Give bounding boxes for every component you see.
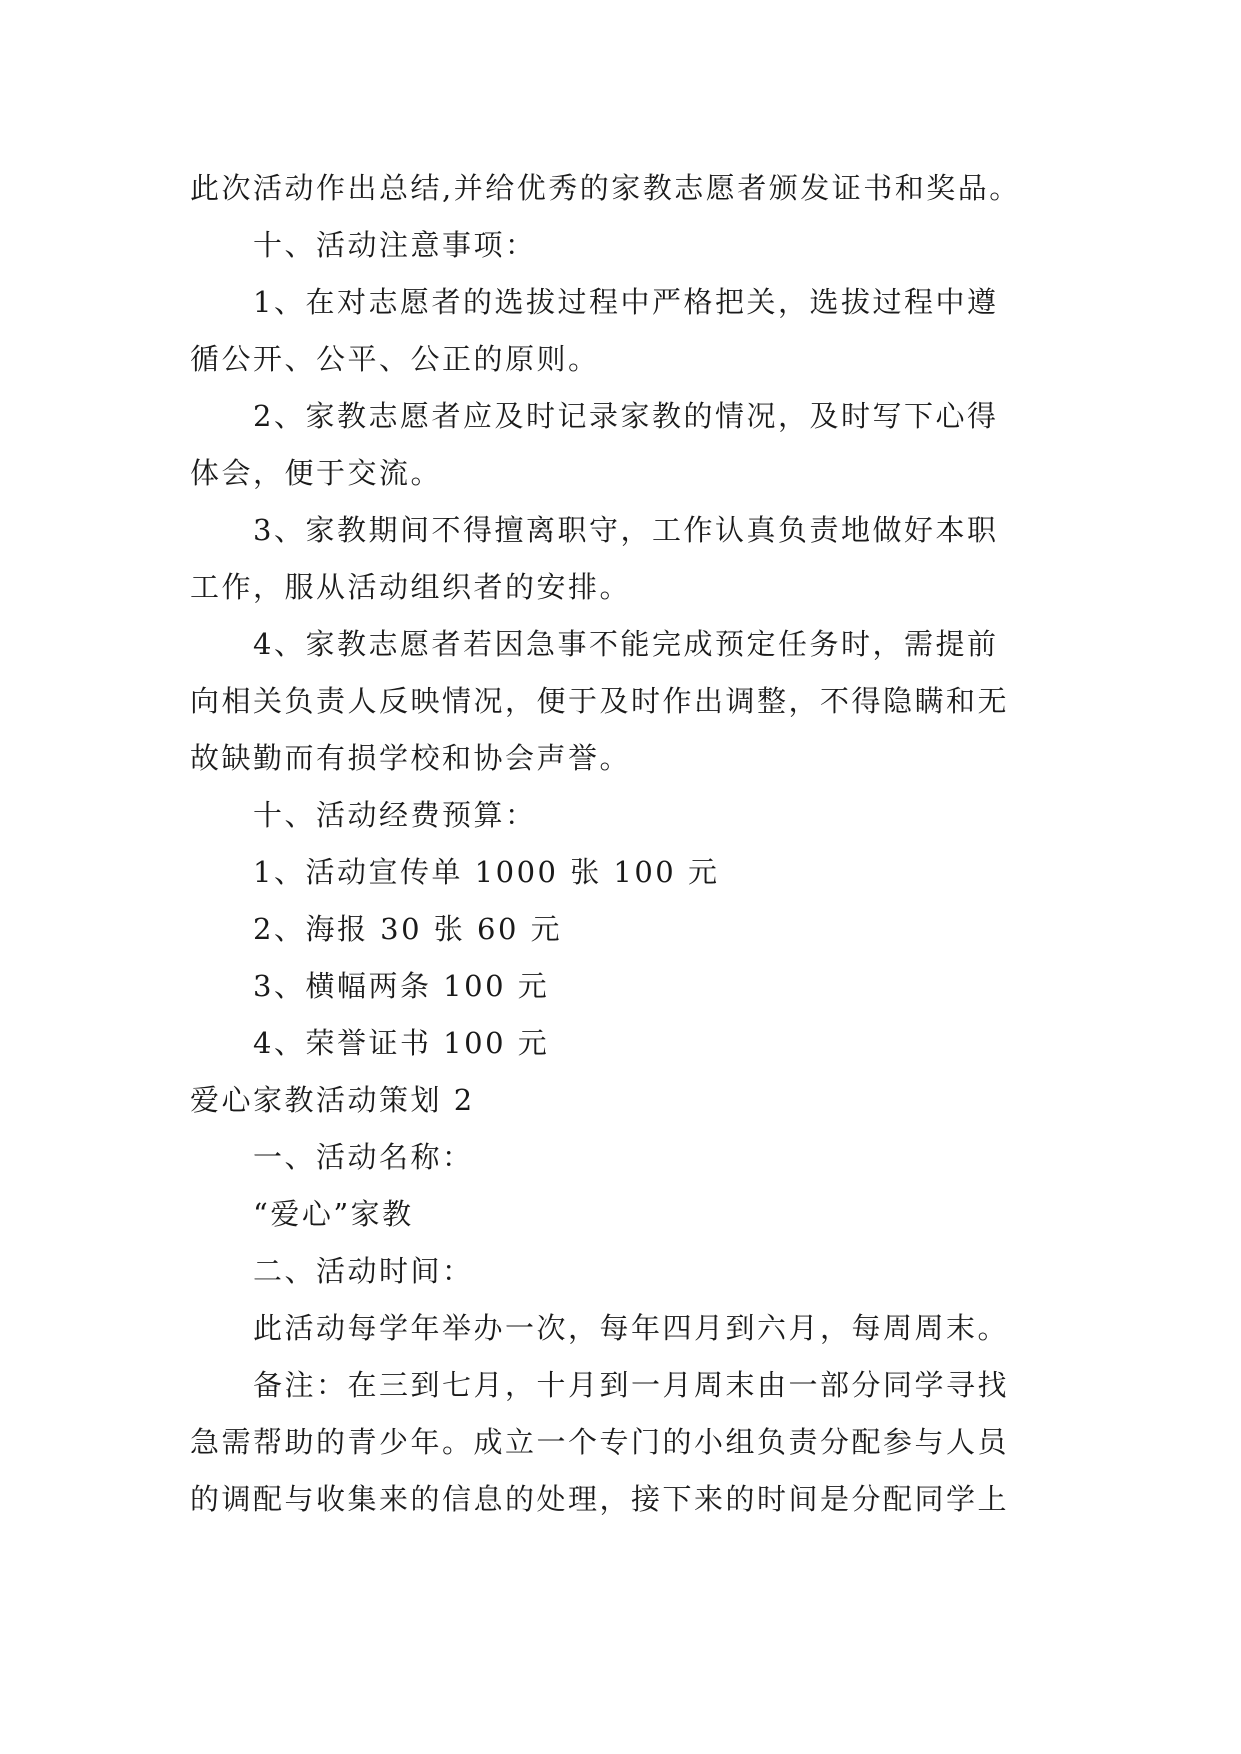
budget-item: 2、海报 30 张 60 元 <box>253 912 563 946</box>
budget-item: 4、荣誉证书 100 元 <box>253 1026 550 1060</box>
text-line: 3、家教期间不得擅离职守，工作认真负责地做好本职 <box>253 513 999 547</box>
document-title: 爱心家教活动策划 2 <box>190 1083 475 1117</box>
text-line: 此活动每学年举办一次，每年四月到六月，每周周末。 <box>253 1311 1010 1345</box>
text-line: 1、在对志愿者的选拔过程中严格把关，选拔过程中遵 <box>253 285 999 319</box>
section-heading: 十、活动注意事项： <box>253 228 537 262</box>
budget-item: 1、活动宣传单 1000 张 100 元 <box>253 855 720 889</box>
text-line: 的调配与收集来的信息的处理，接下来的时间是分配同学上 <box>190 1482 1010 1516</box>
budget-item: 3、横幅两条 100 元 <box>253 969 550 1003</box>
text-line: 急需帮助的青少年。成立一个专门的小组负责分配参与人员 <box>190 1425 1010 1459</box>
text-line: “爱心”家教 <box>253 1197 414 1231</box>
text-line: 备注：在三到七月，十月到一月周末由一部分同学寻找 <box>253 1368 1010 1402</box>
section-heading: 一、活动名称： <box>253 1140 474 1174</box>
text-line: 4、家教志愿者若因急事不能完成预定任务时，需提前 <box>253 627 999 661</box>
text-line: 体会，便于交流。 <box>190 456 443 490</box>
section-heading: 十、活动经费预算： <box>253 798 537 832</box>
section-heading: 二、活动时间： <box>253 1254 474 1288</box>
text-line: 2、家教志愿者应及时记录家教的情况，及时写下心得 <box>253 399 999 433</box>
text-line: 工作，服从活动组织者的安排。 <box>190 570 632 604</box>
text-line: 故缺勤而有损学校和协会声誉。 <box>190 741 632 775</box>
text-line: 向相关负责人反映情况，便于及时作出调整，不得隐瞒和无 <box>190 684 1010 718</box>
text-line: 此次活动作出总结,并给优秀的家教志愿者颁发证书和奖品。 <box>190 171 1021 205</box>
text-line: 循公开、公平、公正的原则。 <box>190 342 600 376</box>
